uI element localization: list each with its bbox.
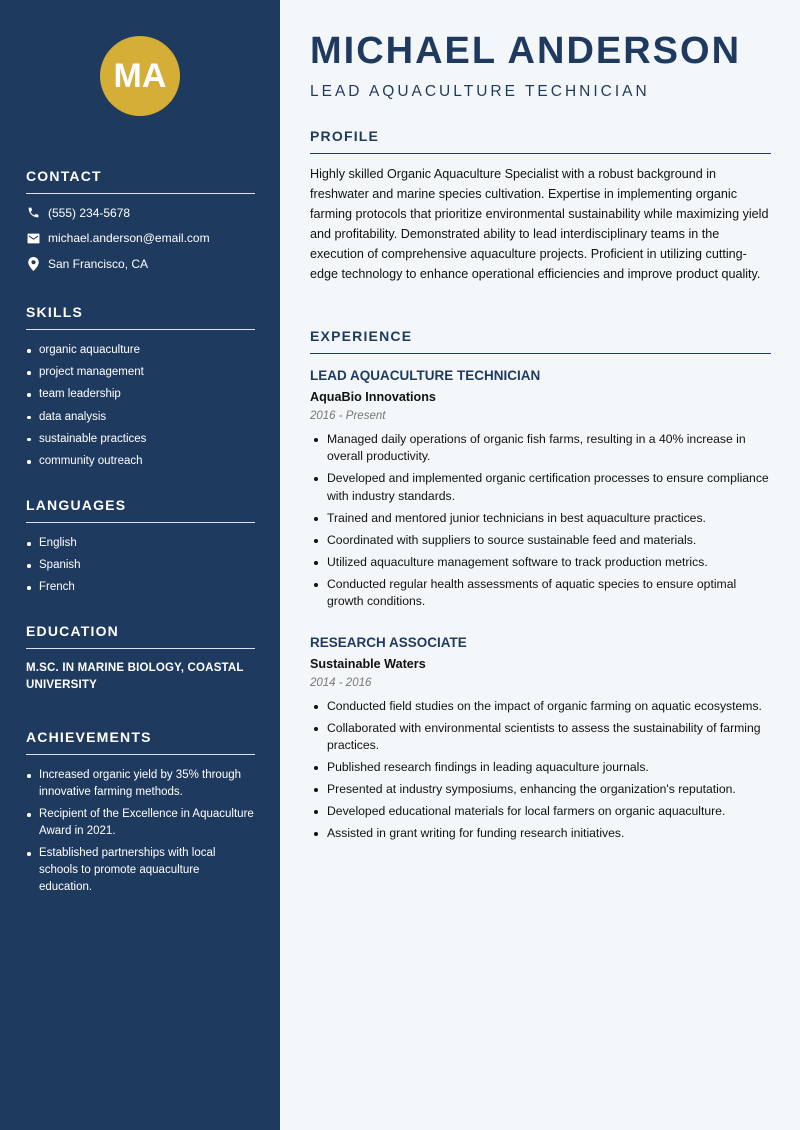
contact-location xyxy=(26,251,255,277)
skill-item: organic aquaculture xyxy=(26,339,255,361)
achievement-item: Recipient of the Excellence in Aquaculture Award in 2021. xyxy=(26,806,255,840)
duty-item: Trained and mentored junior technicians in best aquaculture practices. xyxy=(310,510,771,527)
job-entry-2 xyxy=(310,635,771,847)
achievements-section xyxy=(26,729,255,901)
achievements-heading: ACHIEVEMENTS xyxy=(26,729,255,755)
email-text[interactable]: michael.anderson@email.com xyxy=(48,231,210,246)
location-text: San Francisco, CA xyxy=(48,256,149,271)
duty-item: Collaborated with environmental scientists to assess the sustainability of farming practices. xyxy=(310,720,771,755)
job-entry xyxy=(310,368,771,611)
languages-section xyxy=(26,497,255,599)
duty-item: Utilized aquaculture management software to track production metrics. xyxy=(310,554,771,571)
achievements-list xyxy=(26,767,255,896)
duty-item: Presented at industry symposiums, enhancing the organization's reputation. xyxy=(310,781,771,798)
job-dates: 2014 - 2016 xyxy=(310,677,372,689)
duty-item: Managed daily operations of organic fish farms, resulting in a 40% increase in overall productivity. xyxy=(310,431,771,466)
skill-item: team leadership xyxy=(26,383,255,405)
skills-section xyxy=(26,304,255,472)
contact-email xyxy=(26,226,255,252)
duty-item: Published research findings in leading aquaculture journals. xyxy=(310,759,771,776)
profile-text: Highly skilled Organic Aquaculture Specialist with a robust background in freshwater and marine species cultivation. Expertise in implementing organic farming protocols that prioritize environmental sustainability while maximizing yield and profitability. Demonstrated ability to lead interdisciplinary teams in the execution of comprehensive aquaculture projects. Proficient in utilizing cutting-edge technology to enhance operational efficiencies and improve product quality. xyxy=(310,167,769,282)
skill-item: data analysis xyxy=(26,406,255,428)
job-dates: 2016 - Present xyxy=(310,410,386,422)
education-heading: EDUCATION xyxy=(26,623,255,649)
job-duties xyxy=(310,431,771,611)
contact-phone xyxy=(26,200,255,226)
job-duties xyxy=(310,698,771,843)
duty-item: Coordinated with suppliers to source sustainable feed and materials. xyxy=(310,532,771,549)
job-title: LEAD AQUACULTURE TECHNICIAN xyxy=(310,368,541,383)
profile-heading: PROFILE xyxy=(310,128,771,154)
skills-heading: SKILLS xyxy=(26,304,255,330)
experience-section xyxy=(310,328,771,615)
duty-item: Assisted in grant writing for funding research initiatives. xyxy=(310,825,771,842)
education-degree: M.SC. IN MARINE BIOLOGY, COASTAL UNIVERSITY xyxy=(26,662,244,691)
achievement-item: Increased organic yield by 35% through innovative farming methods. xyxy=(26,767,255,801)
candidate-title: LEAD AQUACULTURE TECHNICIAN xyxy=(310,83,650,100)
job-title: RESEARCH ASSOCIATE xyxy=(310,635,467,650)
skill-item: community outreach xyxy=(26,450,255,472)
profile-section xyxy=(310,128,771,285)
duty-item: Developed educational materials for local farmers on organic aquaculture. xyxy=(310,803,771,820)
phone-text[interactable]: (555) 234-5678 xyxy=(48,205,131,220)
avatar: MA xyxy=(100,36,180,116)
phone-icon xyxy=(26,206,40,220)
experience-heading: EXPERIENCE xyxy=(310,328,771,354)
duty-item: Conducted field studies on the impact of organic farming on aquatic ecosystems. xyxy=(310,698,771,715)
skill-item: sustainable practices xyxy=(26,428,255,450)
company-name: Sustainable Waters xyxy=(310,657,426,671)
skill-item: project management xyxy=(26,361,255,383)
email-icon xyxy=(26,231,40,245)
contact-heading: CONTACT xyxy=(26,168,255,194)
languages-heading: LANGUAGES xyxy=(26,497,255,523)
duty-item: Developed and implemented organic certification processes to ensure compliance with industry standards. xyxy=(310,470,771,505)
skills-list xyxy=(26,339,255,472)
location-pin-icon xyxy=(26,257,40,271)
language-item: English xyxy=(26,532,255,554)
languages-list xyxy=(26,532,255,599)
education-section xyxy=(26,623,255,694)
company-name: AquaBio Innovations xyxy=(310,390,436,404)
contact-section xyxy=(26,168,255,277)
language-item: Spanish xyxy=(26,554,255,576)
duty-item: Conducted regular health assessments of aquatic species to ensure optimal growth conditions. xyxy=(310,576,771,611)
language-item: French xyxy=(26,576,255,598)
sidebar xyxy=(0,0,280,1130)
achievement-item: Established partnerships with local schools to promote aquaculture education. xyxy=(26,845,255,896)
candidate-name: MICHAEL ANDERSON xyxy=(310,30,742,72)
